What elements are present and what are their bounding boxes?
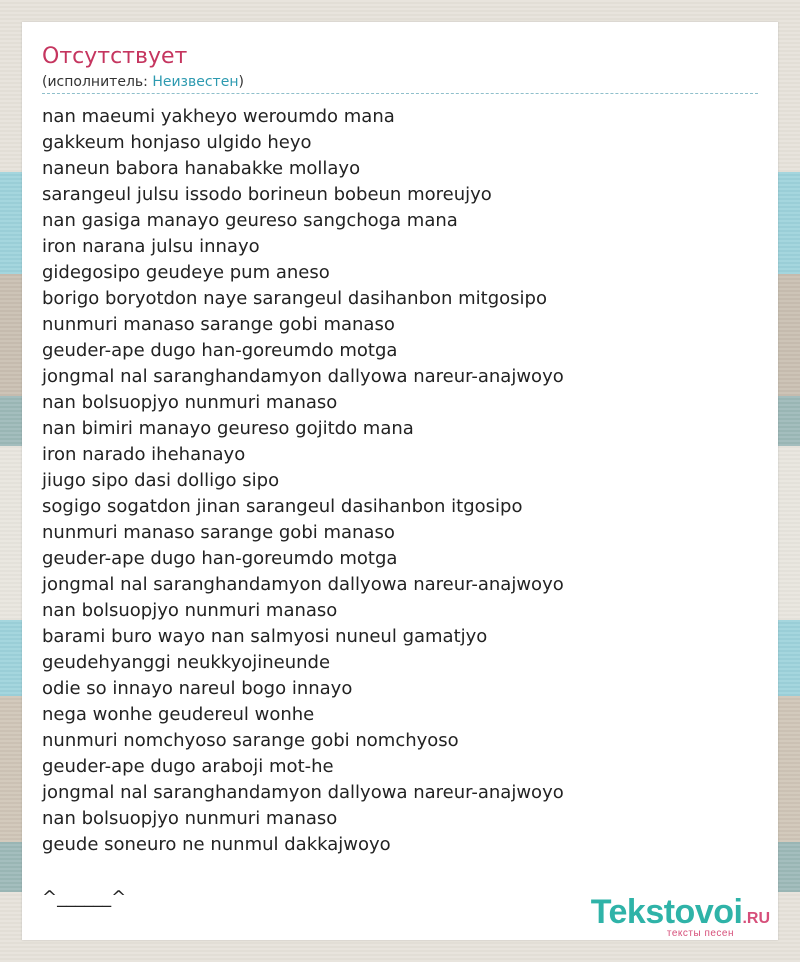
logo-tagline: тексты песен xyxy=(666,928,734,939)
lyric-line: geuder-ape dugo han-goreumdo motga xyxy=(42,340,398,361)
lyric-line: nan bolsuopjyo nunmuri manaso xyxy=(42,600,338,621)
lyric-line: nan bimiri manayo geureso gojitdo mana xyxy=(42,418,414,439)
lyric-line: jongmal nal saranghandamyon dallyowa nareur-anajwoyo xyxy=(42,574,564,595)
lyric-line: gakkeum honjaso ulgido heyo xyxy=(42,132,312,153)
lyric-line: nan gasiga manayo geureso sangchoga mana xyxy=(42,210,458,231)
lyric-line: nan maeumi yakheyo weroumdo mana xyxy=(42,106,395,127)
lyrics-card xyxy=(22,22,778,940)
lyric-line: borigo boryotdon naye sarangeul dasihanbon mitgosipo xyxy=(42,288,547,309)
lyric-line: jongmal nal saranghandamyon dallyowa nareur-anajwoyo xyxy=(42,782,564,803)
song-title: Отсутствует xyxy=(42,44,188,69)
artist-link[interactable]: Неизвестен xyxy=(152,74,239,90)
lyric-line: jiugo sipo dasi dolligo sipo xyxy=(42,470,280,491)
lyrics-text xyxy=(42,104,564,858)
lyric-line: nega wonhe geudereul wonhe xyxy=(42,704,315,725)
lyric-line: nunmuri manaso sarange gobi manaso xyxy=(42,314,395,335)
artist-line xyxy=(42,73,244,91)
lyric-line: nunmuri nomchyoso sarange gobi nomchyoso xyxy=(42,730,459,751)
lyric-line: odie so innayo nareul bogo innayo xyxy=(42,678,353,699)
lyric-line: sarangeul julsu issodo borineun bobeun moreujyo xyxy=(42,184,492,205)
dashed-divider xyxy=(42,93,758,94)
artist-prefix: (исполнитель: xyxy=(42,74,153,90)
lyric-line: naneun babora hanabakke mollayo xyxy=(42,158,361,179)
lyric-line: geuder-ape dugo han-goreumdo motga xyxy=(42,548,398,569)
lyric-line: barami buro wayo nan salmyosi nuneul gamatjyo xyxy=(42,626,488,647)
lyric-line: iron narado ihehanayo xyxy=(42,444,246,465)
lyric-line: geudehyanggi neukkyojineunde xyxy=(42,652,331,673)
lyric-line: sogigo sogatdon jinan sarangeul dasihanbon itgosipo xyxy=(42,496,523,517)
lyric-line: nan bolsuopjyo nunmuri manaso xyxy=(42,808,338,829)
lyric-line: iron narana julsu innayo xyxy=(42,236,260,257)
artist-suffix: ) xyxy=(238,74,244,90)
lyric-line: geuder-ape dugo araboji mot-he xyxy=(42,756,334,777)
lyric-line: jongmal nal saranghandamyon dallyowa nareur-anajwoyo xyxy=(42,366,564,387)
lyric-line: nan bolsuopjyo nunmuri manaso xyxy=(42,392,338,413)
lyric-line: gidegosipo geudeye pum aneso xyxy=(42,262,330,283)
logo-domain-suffix: .RU xyxy=(742,910,770,927)
lyric-line: nunmuri manaso sarange gobi manaso xyxy=(42,522,395,543)
logo-wordmark: Tekstovoi xyxy=(590,893,743,931)
lyric-line: geude soneuro ne nunmul dakkajwoyo xyxy=(42,834,391,855)
site-logo[interactable] xyxy=(590,893,770,939)
lyrics-tail: ^______^ xyxy=(42,887,127,908)
